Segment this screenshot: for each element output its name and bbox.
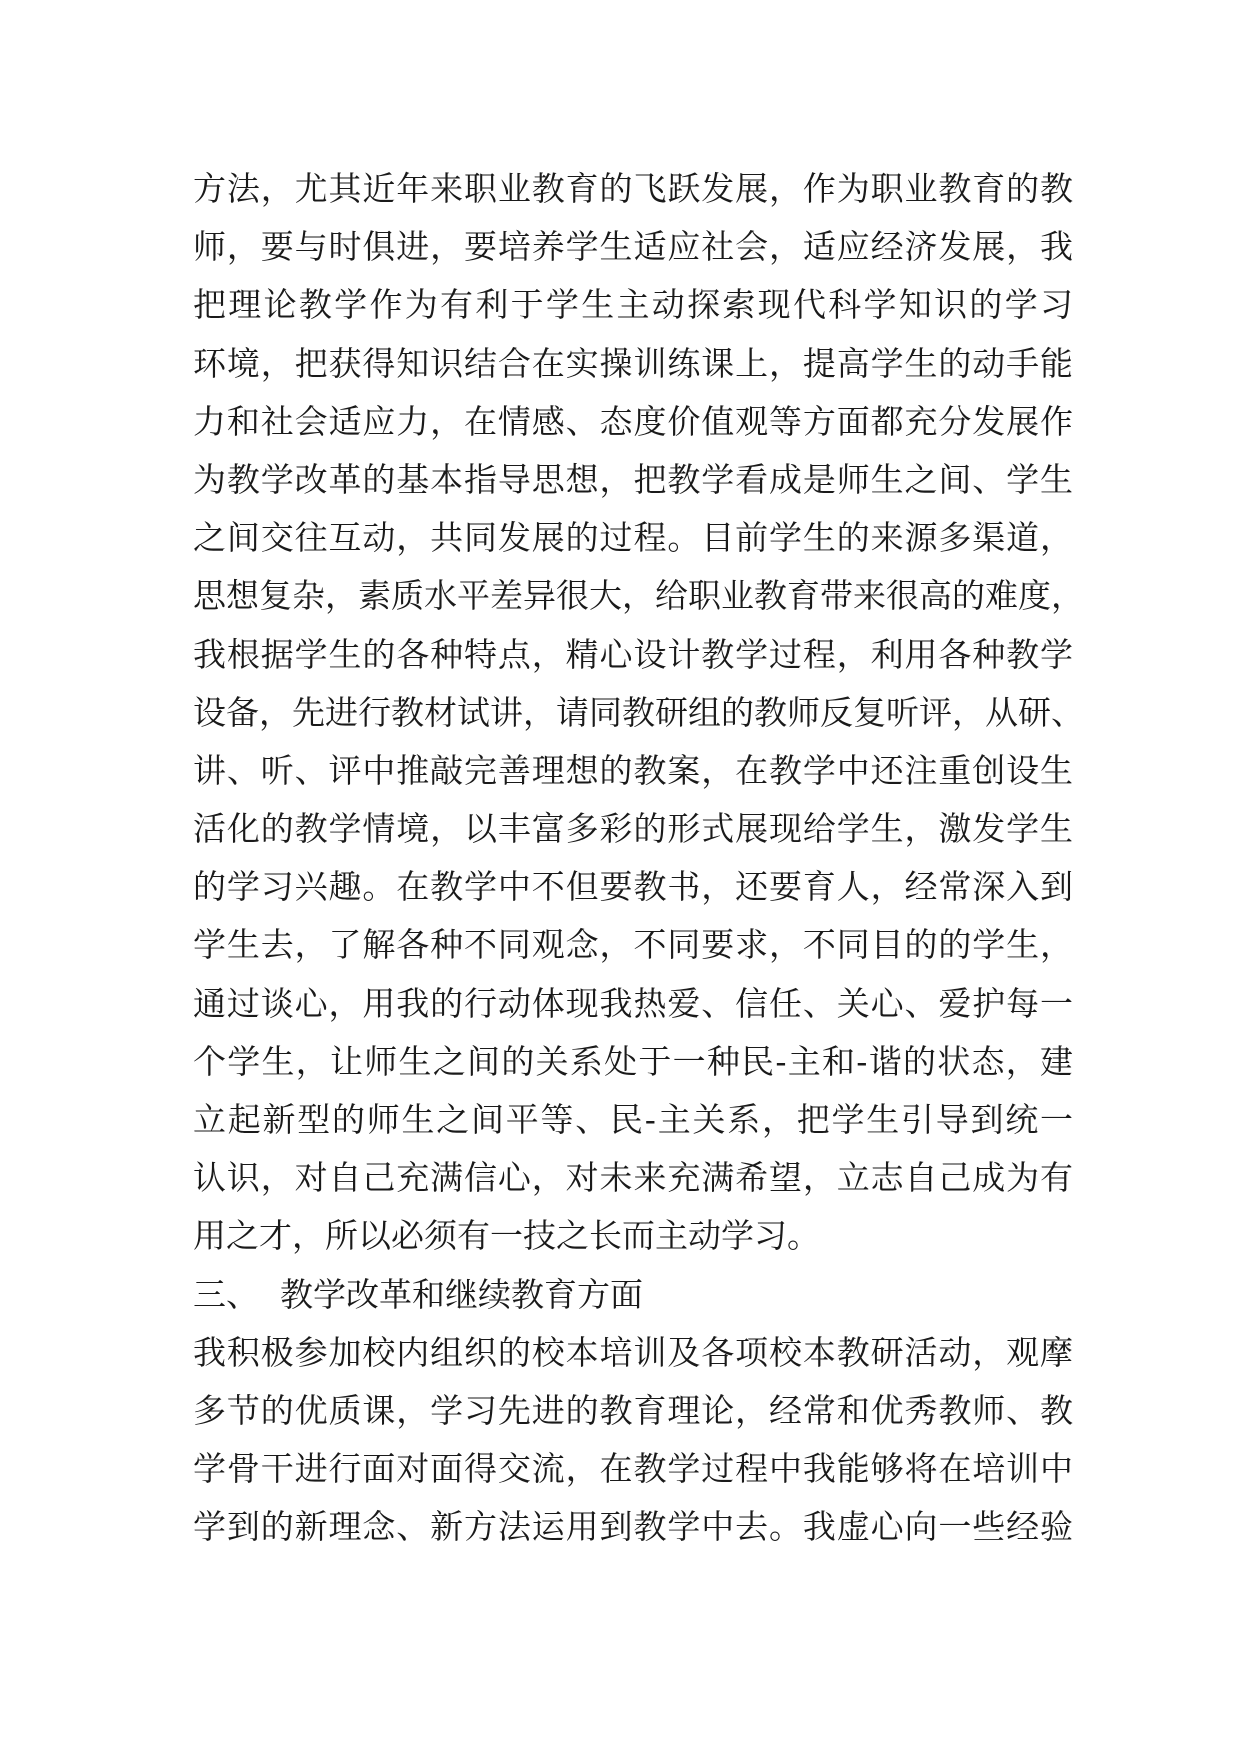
text-line: 多节的优质课，学习先进的教育理论，经常和优秀教师、教 [193,1390,1073,1430]
text-line: 为教学改革的基本指导思想，把教学看成是师生之间、学生 [193,459,1073,499]
text-line: 方法，尤其近年来职业教育的飞跃发展，作为职业教育的教 [193,169,1073,208]
paragraph-teaching-methods [193,160,1084,1266]
section-heading: 三、 教学改革和继续教育方面 [193,1274,643,1314]
text-line: 用之才，所以必须有一技之长而主动学习。 [193,1216,820,1256]
text-line: 思想复杂，素质水平差异很大，给职业教育带来很高的难度， [193,576,1084,616]
text-line: 个学生，让师生之间的关系处于一种民-主和-谐的状态，建 [193,1041,1073,1081]
text-line: 师，要与时俱进，要培养学生适应社会，适应经济发展，我 [193,227,1073,267]
text-line: 把理论教学作为有利于学生主动探索现代科学知识的学习 [193,285,1073,325]
text-line: 活化的教学情境，以丰富多彩的形式展现给学生，激发学生 [193,809,1073,849]
text-line: 学生去，了解各种不同观念，不同要求，不同目的的学生， [193,925,1073,965]
text-line: 讲、听、评中推敲完善理想的教案，在教学中还注重创设生 [193,750,1073,790]
text-line: 力和社会适应力，在情感、态度价值观等方面都充分发展作 [193,401,1073,441]
text-line: 立起新型的师生之间平等、民-主关系，把学生引导到统一 [193,1100,1073,1139]
text-line: 通过谈心，用我的行动体现我热爱、信任、关心、爱护每一 [193,983,1073,1023]
text-line: 我根据学生的各种特点，精心设计教学过程，利用各种教学 [193,634,1073,674]
text-line: 环境，把获得知识结合在实操训练课上，提高学生的动手能 [193,343,1073,383]
text-line: 的学习兴趣。在教学中不但要教书，还要育人，经常深入到 [193,867,1073,907]
paragraph-continuing-education [193,1324,1073,1557]
text-line: 学骨干进行面对面得交流，在教学过程中我能够将在培训中 [193,1449,1073,1489]
text-line: 认识，对自己充满信心，对未来充满希望，立志自己成为有 [193,1158,1073,1198]
text-line: 学到的新理念、新方法运用到教学中去。我虚心向一些经验 [193,1507,1073,1547]
text-line: 之间交往互动，共同发展的过程。目前学生的来源多渠道， [193,518,1073,558]
document-body [193,160,1084,1557]
text-line: 设备，先进行教材试讲，请同教研组的教师反复听评，从研、 [193,692,1084,732]
text-line: 我积极参加校内组织的校本培训及各项校本教研活动，观摩 [193,1332,1073,1372]
